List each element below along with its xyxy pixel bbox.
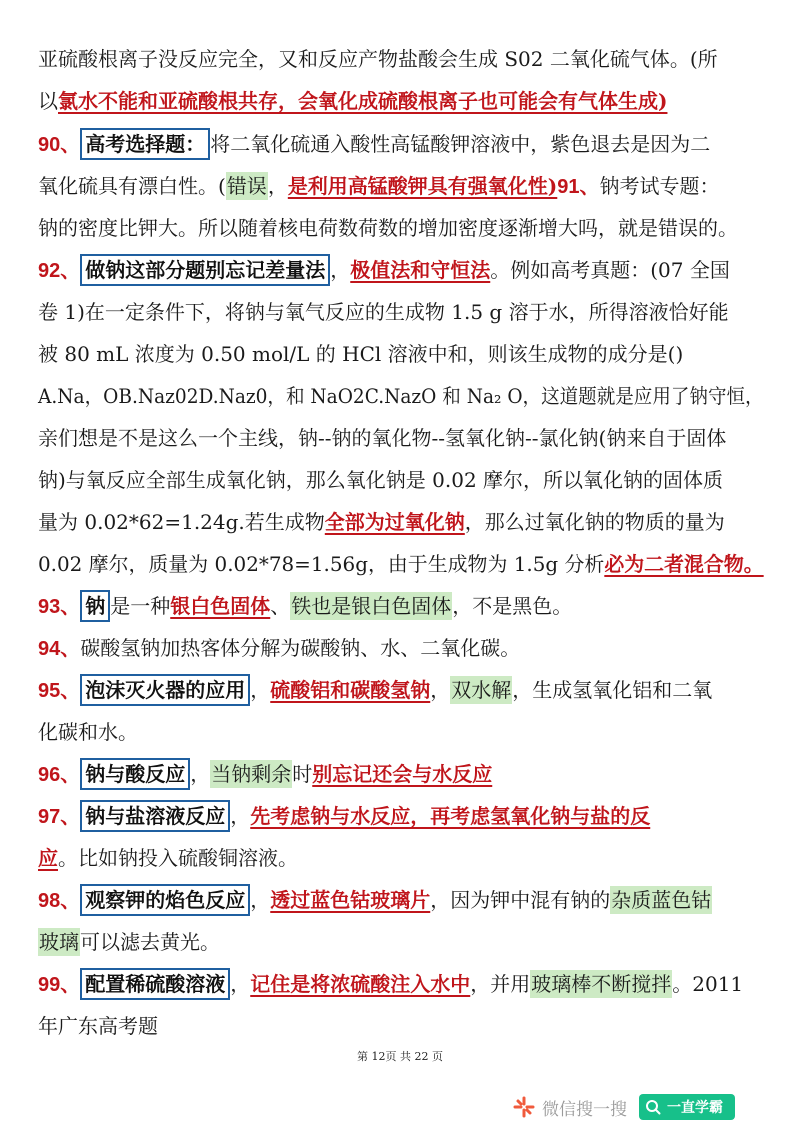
text-segment: ，	[250, 678, 271, 702]
green-highlight: 玻璃	[39, 930, 79, 954]
watermark-search-pill[interactable]	[639, 1094, 735, 1120]
text-segment: 、	[270, 594, 291, 618]
text-segment: ，生成氢氧化铝和二氧	[512, 678, 713, 702]
boxed-heading: 钠与酸反应	[80, 758, 190, 790]
item-number: 90、	[38, 134, 81, 156]
text-line	[38, 883, 764, 917]
red-underline-emphasis: 氯水不能和亚硫酸根共存，会氧化成硫酸根离子也可能会有气体生成)	[58, 89, 668, 113]
boxed-heading: 钠与盐溶液反应	[80, 800, 230, 832]
green-highlight: 当钠剩余	[211, 762, 292, 786]
boxed-heading: 高考选择题：	[80, 128, 210, 160]
red-underline-emphasis: 透过蓝色钴玻璃片	[270, 888, 431, 912]
text-line	[38, 295, 764, 329]
text-segment: ，	[190, 762, 211, 786]
text-segment: ，	[430, 678, 451, 702]
red-underline-emphasis: 应	[38, 846, 58, 870]
text-segment: 钠的密度比钾大。所以随着核电荷数荷数的增加密度逐渐增大吗，就是错误的。	[38, 216, 738, 240]
red-underline-emphasis: 是利用高锰酸钾具有强氧化性)	[287, 174, 558, 198]
text-line	[38, 841, 764, 875]
text-line	[38, 211, 764, 245]
text-segment: ，不是黑色。	[452, 594, 573, 618]
text-line	[38, 127, 764, 161]
green-highlight: 玻璃棒不断搅拌	[531, 972, 672, 996]
text-segment: 钠)与氧反应全部生成氧化钠，那么氧化钠是 0.02 摩尔，所以氧化钠的固体质	[38, 468, 724, 492]
text-segment: 是一种	[110, 594, 171, 618]
red-underline-emphasis: 必为二者混合物。	[604, 552, 764, 576]
text-line	[38, 715, 764, 749]
red-underline-emphasis: 别忘记还会与水反应	[312, 762, 493, 786]
text-line	[38, 631, 764, 665]
item-number: 91、	[557, 176, 600, 198]
red-underline-emphasis: 先考虑钠与水反应，再考虑氢氧化钠与盐的反	[250, 804, 651, 828]
text-segment: 可以滤去黄光。	[80, 930, 220, 954]
text-segment: 碳酸氢钠加热客体分解为碳酸钠、水、二氧化碳。	[80, 636, 521, 660]
text-segment: 将二氧化硫通入酸性高锰酸钾溶液中，紫色退去是因为二	[210, 132, 711, 156]
text-segment: 亲们想是不是这么一个主线，钠--钠的氧化物--氢氧化钠--氯化钠(钠来自于固体	[38, 426, 727, 450]
text-segment: 卷 1)在一定条件下，将钠与氧气反应的生成物 1.5 g 溶于水，所得溶液恰好能	[38, 300, 729, 324]
text-line	[38, 925, 764, 959]
text-line	[38, 421, 764, 455]
red-underline-emphasis: 银白色固体	[170, 594, 271, 618]
text-line	[38, 757, 764, 791]
text-line	[38, 967, 764, 1001]
wechat-search-logo-icon	[512, 1095, 536, 1119]
text-segment: ，	[230, 972, 251, 996]
text-segment: 。例如高考真题：(07 全国	[490, 258, 730, 282]
red-underline-emphasis: 极值法和守恒法	[350, 258, 491, 282]
boxed-heading: 观察钾的焰色反应	[80, 884, 250, 916]
text-segment: 时	[292, 762, 313, 786]
item-number: 95、	[38, 680, 81, 702]
text-segment: ，	[250, 888, 271, 912]
text-segment: 氧化硫具有漂白性。(	[38, 174, 226, 198]
text-line	[38, 799, 764, 833]
watermark	[512, 1092, 735, 1122]
text-segment: 以	[38, 89, 58, 113]
item-number: 96、	[38, 764, 81, 786]
text-segment: ，	[330, 258, 351, 282]
text-line	[38, 505, 764, 539]
text-segment: 化碳和水。	[38, 720, 138, 744]
text-line	[38, 1009, 764, 1043]
text-segment: A.Na，OB.Naz02D.Naz0，和 NaO2C.NazO 和 Na₂ O，这道题就是应用了钠守恒，	[38, 384, 764, 408]
item-number: 99、	[38, 974, 81, 996]
text-segment: 。2011	[672, 972, 744, 996]
text-line	[38, 589, 764, 623]
text-segment: ，那么过氧化钠的物质的量为	[464, 510, 725, 534]
text-line	[38, 84, 764, 118]
boxed-heading: 泡沫灭火器的应用	[80, 674, 250, 706]
text-segment: 钠考试专题：	[599, 174, 720, 198]
text-segment: 年广东高考题	[38, 1014, 158, 1038]
watermark-text: 微信搜一搜	[542, 1099, 627, 1120]
text-segment: 被 80 mL 浓度为 0.50 mol/L 的 HCl 溶液中和，则该生成物的成分是()	[38, 342, 684, 366]
text-line	[38, 337, 764, 371]
red-underline-emphasis: 硫酸铝和碳酸氢钠	[270, 678, 431, 702]
green-highlight: 铁也是银白色固体	[291, 594, 452, 618]
text-line	[38, 169, 764, 203]
text-segment: ，因为钾中混有钠的	[430, 888, 611, 912]
search-icon	[645, 1099, 661, 1115]
text-segment: 亚硫酸根离子没反应完全，又和反应产物盐酸会生成 S02 二氧化硫气体。(所	[38, 47, 718, 71]
text-line	[38, 42, 764, 76]
text-line	[38, 253, 764, 287]
boxed-heading: 配置稀硫酸溶液	[80, 968, 230, 1000]
text-segment: 量为 0.02*62=1.24g.若生成物	[38, 510, 325, 534]
boxed-heading: 钠	[80, 590, 110, 622]
watermark-pill-label: 一直学霸	[667, 1100, 723, 1116]
text-line	[38, 547, 764, 581]
item-number: 92、	[38, 260, 81, 282]
text-line	[38, 379, 764, 413]
red-underline-emphasis: 全部为过氧化钠	[324, 510, 465, 534]
green-highlight: 杂质蓝色钴	[611, 888, 712, 912]
text-segment: 0.02 摩尔，质量为 0.02*78=1.56g，由于生成物为 1.5g 分析	[38, 552, 605, 576]
text-line	[38, 673, 764, 707]
text-segment: ，	[267, 174, 288, 198]
text-segment: ，并用	[470, 972, 531, 996]
boxed-heading: 做钠这部分题别忘记差量法	[80, 254, 330, 286]
green-highlight: 双水解	[451, 678, 512, 702]
text-segment: 。比如钠投入硫酸铜溶液。	[58, 846, 298, 870]
item-number: 97、	[38, 806, 81, 828]
text-line	[38, 463, 764, 497]
page-footer: 第 12页 共 22 页	[357, 1050, 443, 1063]
item-number: 94、	[38, 638, 81, 660]
green-highlight: 错误	[226, 174, 267, 198]
text-segment: ，	[230, 804, 251, 828]
item-number: 98、	[38, 890, 81, 912]
item-number: 93、	[38, 596, 81, 618]
red-underline-emphasis: 记住是将浓硫酸注入水中	[250, 972, 471, 996]
